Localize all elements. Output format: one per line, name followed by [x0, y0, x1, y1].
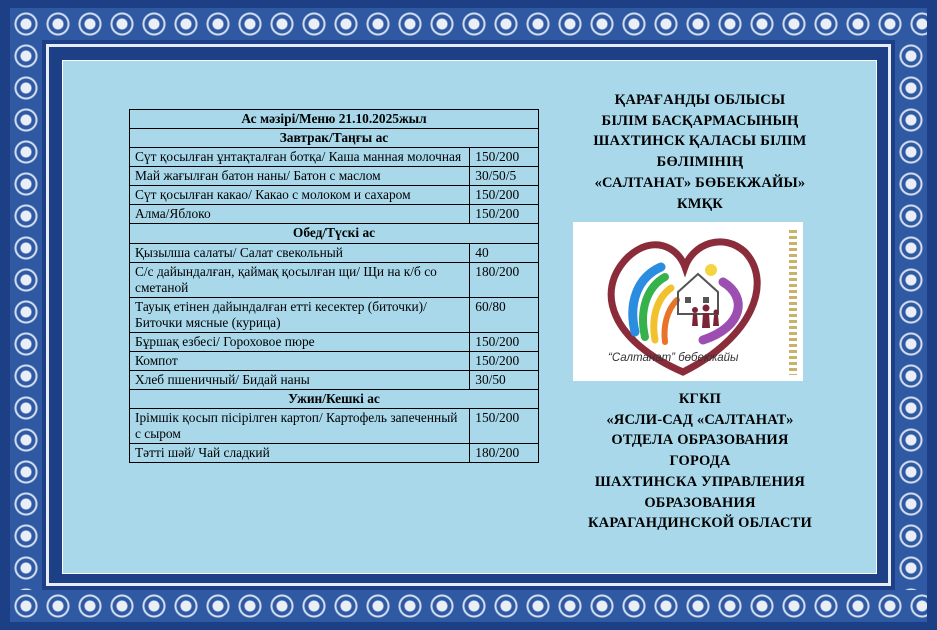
section-row-breakfast [130, 129, 539, 148]
ornament-band-left [10, 40, 42, 590]
dish-name: Компот [130, 352, 470, 371]
header-kz-line: ШАХТИНСК ҚАЛАСЫ БІЛІМ [593, 133, 807, 150]
dish-amount: 30/50 [470, 371, 539, 390]
ornament-band-top [10, 8, 927, 40]
table-row [130, 444, 539, 463]
dish-name: Қызылша салаты/ Салат свекольный [130, 243, 470, 262]
dish-name: Хлеб пшеничный/ Бидай наны [130, 371, 470, 390]
dish-amount: 60/80 [470, 297, 539, 332]
ornament-band-bottom [10, 590, 927, 622]
dish-amount: 180/200 [470, 444, 539, 463]
section-row-dinner [130, 390, 539, 409]
dish-amount: 150/200 [470, 205, 539, 224]
header-ru-line: КГКП [678, 391, 722, 407]
dish-name: Май жағылған батон наны/ Батон с маслом [130, 167, 470, 186]
dish-amount: 150/200 [470, 352, 539, 371]
dish-amount: 30/50/5 [470, 167, 539, 186]
header-ru-line: ОТДЕЛА ОБРАЗОВАНИЯ [611, 432, 789, 449]
header-russian [555, 389, 845, 534]
menu-table [129, 109, 539, 463]
dish-name: Сүт қосылған ұнтақталған ботқа/ Каша манная молочная [130, 148, 470, 167]
table-row [130, 297, 539, 332]
table-row [130, 371, 539, 390]
header-kz-line: БІЛІМ БАСҚАРМАСЫНЫҢ [601, 112, 799, 129]
table-row [130, 167, 539, 186]
table-row [130, 243, 539, 262]
dish-name: Тәтті шәй/ Чай сладкий [130, 444, 470, 463]
ornament-band-right [895, 40, 927, 590]
dish-name: С/с дайындалған, қаймақ қосылған щи/ Щи на к/б со сметаной [130, 262, 470, 297]
dish-amount: 150/200 [470, 148, 539, 167]
table-row [130, 186, 539, 205]
table-row [130, 332, 539, 351]
menu-title: Ас мәзірі/Меню 21.10.2025жыл [130, 110, 539, 129]
kindergarten-logo [573, 222, 803, 381]
dish-amount: 150/200 [470, 409, 539, 444]
section-lunch: Обед/Түскі ас [130, 224, 539, 243]
header-ru-line: ГОРОДА [669, 453, 731, 470]
header-kz-line: «САЛТАНАТ» БӨБЕКЖАЙЫ» [594, 174, 806, 191]
dish-name: Тауық етінен дайындалған етті кесектер (биточки)/ Биточки мясные (курица) [130, 297, 470, 332]
header-ru-line: ШАХТИНСКА УПРАВЛЕНИЯ [594, 473, 806, 490]
dish-name: Алма/Яблоко [130, 205, 470, 224]
table-row [130, 148, 539, 167]
section-row-lunch [130, 224, 539, 243]
table-row [130, 352, 539, 371]
table-row [130, 262, 539, 297]
header-ru-line: КАРАГАНДИНСКОЙ ОБЛАСТИ [587, 515, 813, 532]
dish-amount: 150/200 [470, 332, 539, 351]
table-row [130, 205, 539, 224]
header-kz-line: ҚАРАҒАНДЫ ОБЛЫСЫ [614, 92, 786, 108]
header-ru-line: «ЯСЛИ-САД «САЛТАНАТ» [606, 411, 794, 428]
dish-amount: 40 [470, 243, 539, 262]
table-row [130, 409, 539, 444]
menu-title-row [130, 110, 539, 129]
dish-name: Бұршақ езбесі/ Гороховое пюре [130, 332, 470, 351]
header-ru-line: ОБРАЗОВАНИЯ [644, 494, 756, 511]
section-breakfast: Завтрак/Таңғы ас [130, 129, 539, 148]
logo-caption: “Салтанат” бөбекжайы [608, 352, 739, 364]
dish-amount: 150/200 [470, 186, 539, 205]
dish-name: Ірімшік қосып пісірілген картоп/ Картофель запеченный с сыром [130, 409, 470, 444]
section-dinner: Ужин/Кешкі ас [130, 390, 539, 409]
header-kz-line: БӨЛІМІНІҢ [656, 154, 744, 171]
dish-amount: 180/200 [470, 262, 539, 297]
header-kazakh [555, 90, 845, 214]
header-kz-line: КМҚК [676, 195, 724, 212]
ornament-strip [789, 230, 797, 375]
dish-name: Сүт қосылған какао/ Какао с молоком и сахаром [130, 186, 470, 205]
